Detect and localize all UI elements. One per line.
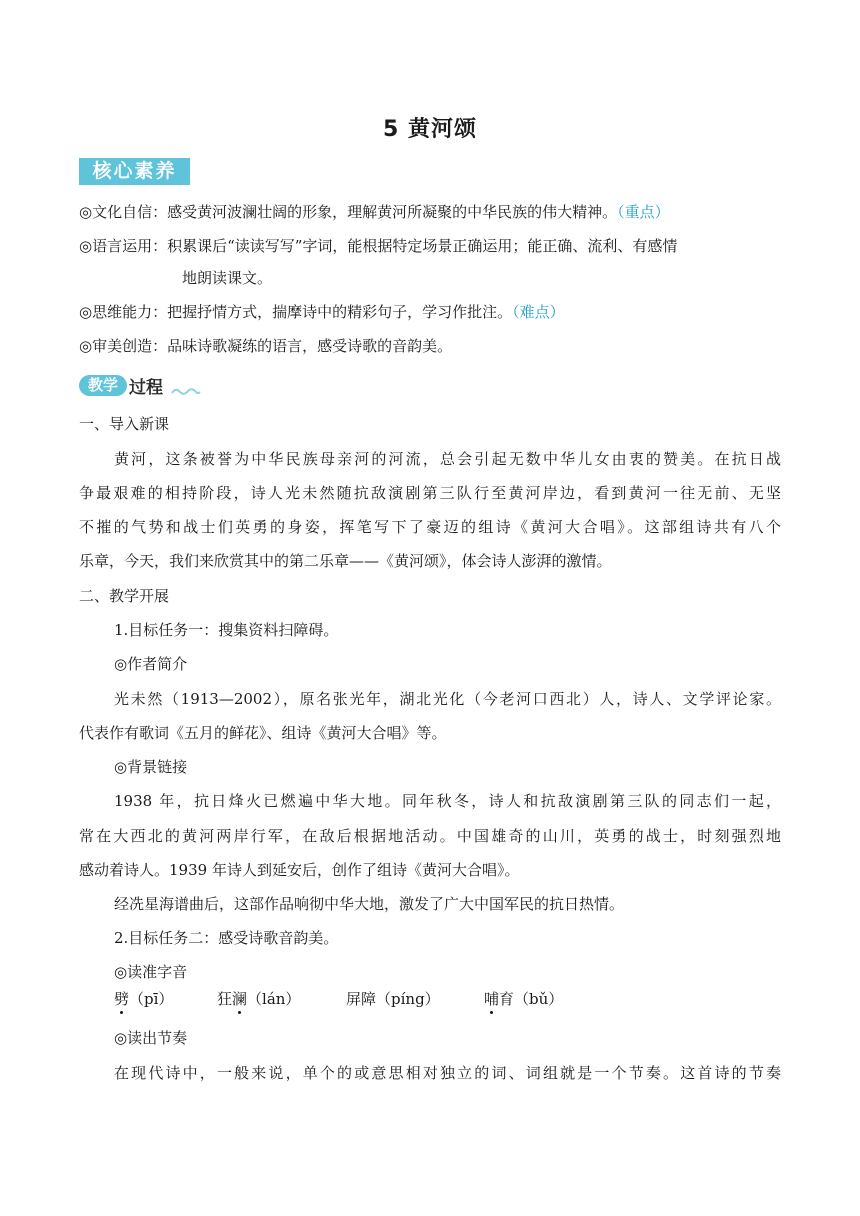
intro-paragraph-line: 不摧的气势和战士们英勇的身姿，挥笔写下了豪迈的组诗《黄河大合唱》。这部组诗共有八个: [79, 518, 781, 536]
background-paragraph-line: 1938 年，抗日烽火已燃遍中华大地。同年秋冬，诗人和抗敌演剧第三队的同志们一起，: [114, 792, 781, 810]
pronunciation-item: [484, 988, 563, 1009]
author-paragraph-line: 光未然（1913—2002），原名张光年，湖北光化（今老河口西北）人，诗人、文学评论家。: [114, 690, 781, 708]
pronunciation-item: [114, 988, 173, 1009]
competency-language-continued: 地朗读课文。: [182, 269, 273, 287]
competency-language: [79, 236, 677, 256]
background-heading: ◎背景链接: [114, 758, 188, 776]
plain-char: 屏障: [346, 990, 377, 1008]
process-heading-rest: 过程: [129, 378, 163, 398]
process-heading-pill: 教学: [79, 375, 127, 396]
pinyin: （lán）: [247, 990, 301, 1008]
background-paragraph-2: 经冼星海谱曲后，这部作品响彻中华大地，激发了广大中国军民的抗日热情。: [114, 895, 625, 913]
competency-text: ◎审美创造：品味诗歌凝练的语言，感受诗歌的音韵美。: [79, 337, 453, 355]
plain-char: 育: [499, 990, 515, 1008]
rhythm-heading: ◎读出节奏: [114, 1029, 188, 1047]
intro-paragraph-line: 黄河，这条被誉为中华民族母亲河的河流，总会引起无数中华儿女由衷的赞美。在抗日战: [114, 450, 781, 468]
pinyin: （píng）: [376, 990, 440, 1008]
dotted-char: 劈: [114, 990, 130, 1008]
pinyin: （bǔ）: [514, 990, 564, 1008]
dotted-char: 哺: [484, 990, 500, 1008]
competency-thinking: [79, 302, 565, 322]
competency-text: ◎语言运用：积累课后“读读写写”字词，能根据特定场景正确运用；能正确、流利、有感情: [79, 237, 678, 255]
pronunciation-item: [217, 988, 300, 1009]
background-paragraph-line: 感动着诗人。1939 年诗人到延安后，创作了组诗《黄河大合唱》。: [79, 861, 520, 879]
section-title-intro: 一、导入新课: [79, 415, 170, 433]
competency-text: ◎思维能力：把握抒情方式，揣摩诗中的精彩句子，学习作批注。: [79, 303, 513, 321]
task-one: 1.目标任务一：搜集资料扫障碍。: [114, 621, 339, 639]
author-heading: ◎作者简介: [114, 655, 188, 673]
difficult-point-tag: （难点）: [512, 303, 565, 321]
intro-paragraph-line: 乐章，今天，我们来欣赏其中的第二乐章——《黄河颂》，体会诗人澎湃的激情。: [79, 552, 612, 570]
background-paragraph-line: 常在大西北的黄河两岸行军，在敌后根据地活动。中国雄奇的山川，英勇的战士，时刻强烈地: [79, 827, 781, 845]
task-two: 2.目标任务二：感受诗歌音韵美。: [114, 929, 339, 947]
page-title: 5 黄河颂: [383, 117, 477, 142]
core-competency-badge: 核心素养: [79, 158, 190, 185]
wave-decoration-icon: [171, 386, 201, 396]
competency-text: ◎文化自信：感受黄河波澜壮阔的形象，理解黄河所凝聚的中华民族的伟大精神。: [79, 203, 618, 221]
teaching-process-heading: [79, 372, 209, 398]
plain-char: 狂: [217, 990, 233, 1008]
competency-culture: [79, 202, 670, 222]
competency-aesthetic: [79, 336, 452, 356]
author-paragraph-line: 代表作有歌词《五月的鲜花》、组诗《黄河大合唱》等。: [79, 724, 447, 742]
intro-paragraph-line: 争最艰难的相持阶段，诗人光未然随抗敌演剧第三队行至黄河岸边，看到黄河一往无前、无坚: [79, 484, 781, 502]
pronunciation-heading: ◎读准字音: [114, 963, 188, 981]
rhythm-paragraph-line: 在现代诗中，一般来说，单个的或意思相对独立的词、词组就是一个节奏。这首诗的节奏: [114, 1064, 781, 1082]
pinyin: （pī）: [129, 990, 174, 1008]
dotted-char: 澜: [232, 990, 248, 1008]
pronunciation-item: [346, 988, 440, 1009]
key-point-tag: （重点）: [617, 203, 670, 221]
section-title-teaching: 二、教学开展: [79, 587, 170, 605]
